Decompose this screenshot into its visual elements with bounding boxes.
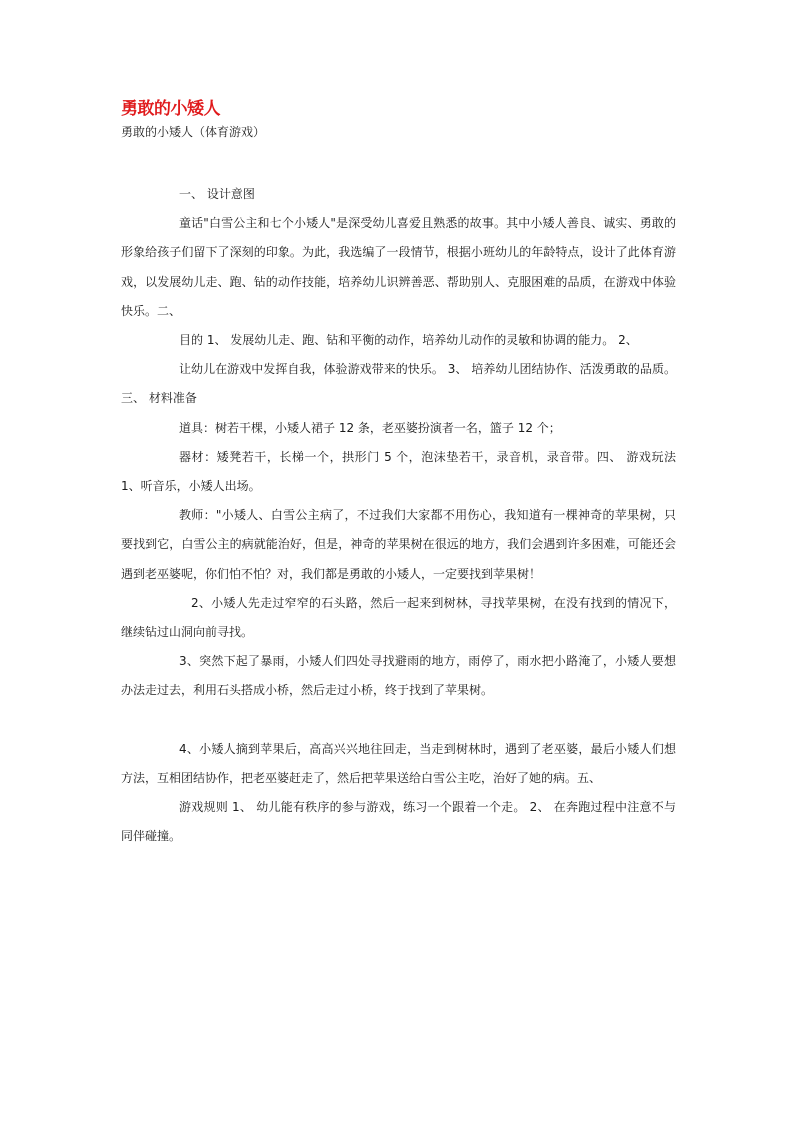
document-subtitle: 勇敢的小矮人（体育游戏）	[121, 125, 266, 139]
paragraph-design-intent-heading: 一、 设计意图	[179, 187, 255, 201]
paragraph-rules: 游戏规则 1、 幼儿能有秩序的参与游戏，练习一个跟着一个走。 2、 在奔跑过程中注意不与同伴碰撞。	[121, 800, 676, 844]
paragraph-teacher-speech: 教师："小矮人、白雪公主病了，不过我们大家都不用伤心，我知道有一棵神奇的苹果树，只要找到它，白雪公主的病就能治好，但是，神奇的苹果树在很远的地方，我们会遇到许多困难，可能还会遇到老巫婆呢，你们怕不怕？对，我们都是勇敢的小矮人，一定要找到苹果树！	[121, 508, 676, 581]
paragraph-step-3: 3、突然下起了暴雨，小矮人们四处寻找避雨的地方，雨停了，雨水把小路淹了，小矮人要想办法走过去，利用石头搭成小桥，然后走过小桥，终于找到了苹果树。	[121, 654, 676, 698]
paragraph-equipment: 器材：矮凳若干，长梯一个，拱形门 5 个，泡沫垫若干，录音机，录音带。四、 游戏玩法 1、听音乐，小矮人出场。	[121, 449, 676, 494]
paragraph-goals: 目的 1、 发展幼儿走、跑、钻和平衡的动作，培养幼儿动作的灵敏和协调的能力。 2、	[179, 333, 638, 348]
paragraph-step-4: 4、小矮人摘到苹果后，高高兴兴地往回走，当走到树林时，遇到了老巫婆，最后小矮人们想方法，互相团结协作，把老巫婆赶走了，然后把苹果送给白雪公主吃，治好了她的病。五、	[121, 741, 676, 785]
paragraph-goals-continued: 让幼儿在游戏中发挥自我，体验游戏带来的快乐。 3、 培养幼儿团结协作、活泼勇敢的品质。三、 材料准备	[121, 362, 676, 406]
paragraph-props: 道具：树若干棵，小矮人裙子 12 条，老巫婆扮演者一名，篮子 12 个；	[179, 420, 561, 435]
document-title: 勇敢的小矮人	[121, 99, 220, 119]
paragraph-design-intent: 童话"白雪公主和七个小矮人"是深受幼儿喜爱且熟悉的故事。其中小矮人善良、诚实、勇敢的形象给孩子们留下了深刻的印象。为此，我选编了一段情节，根据小班幼儿的年龄特点，设计了此体育游戏，以发展幼儿走、跑、钻的动作技能，培养幼儿识辨善恶、帮助别人、克服困难的品质，在游戏中体验快乐。二、	[121, 216, 676, 318]
document-body	[121, 180, 676, 851]
paragraph-step-2: 2、小矮人先走过窄窄的石头路，然后一起来到树林，寻找苹果树，在没有找到的情况下，继续钻过山洞向前寻找。	[121, 595, 676, 640]
